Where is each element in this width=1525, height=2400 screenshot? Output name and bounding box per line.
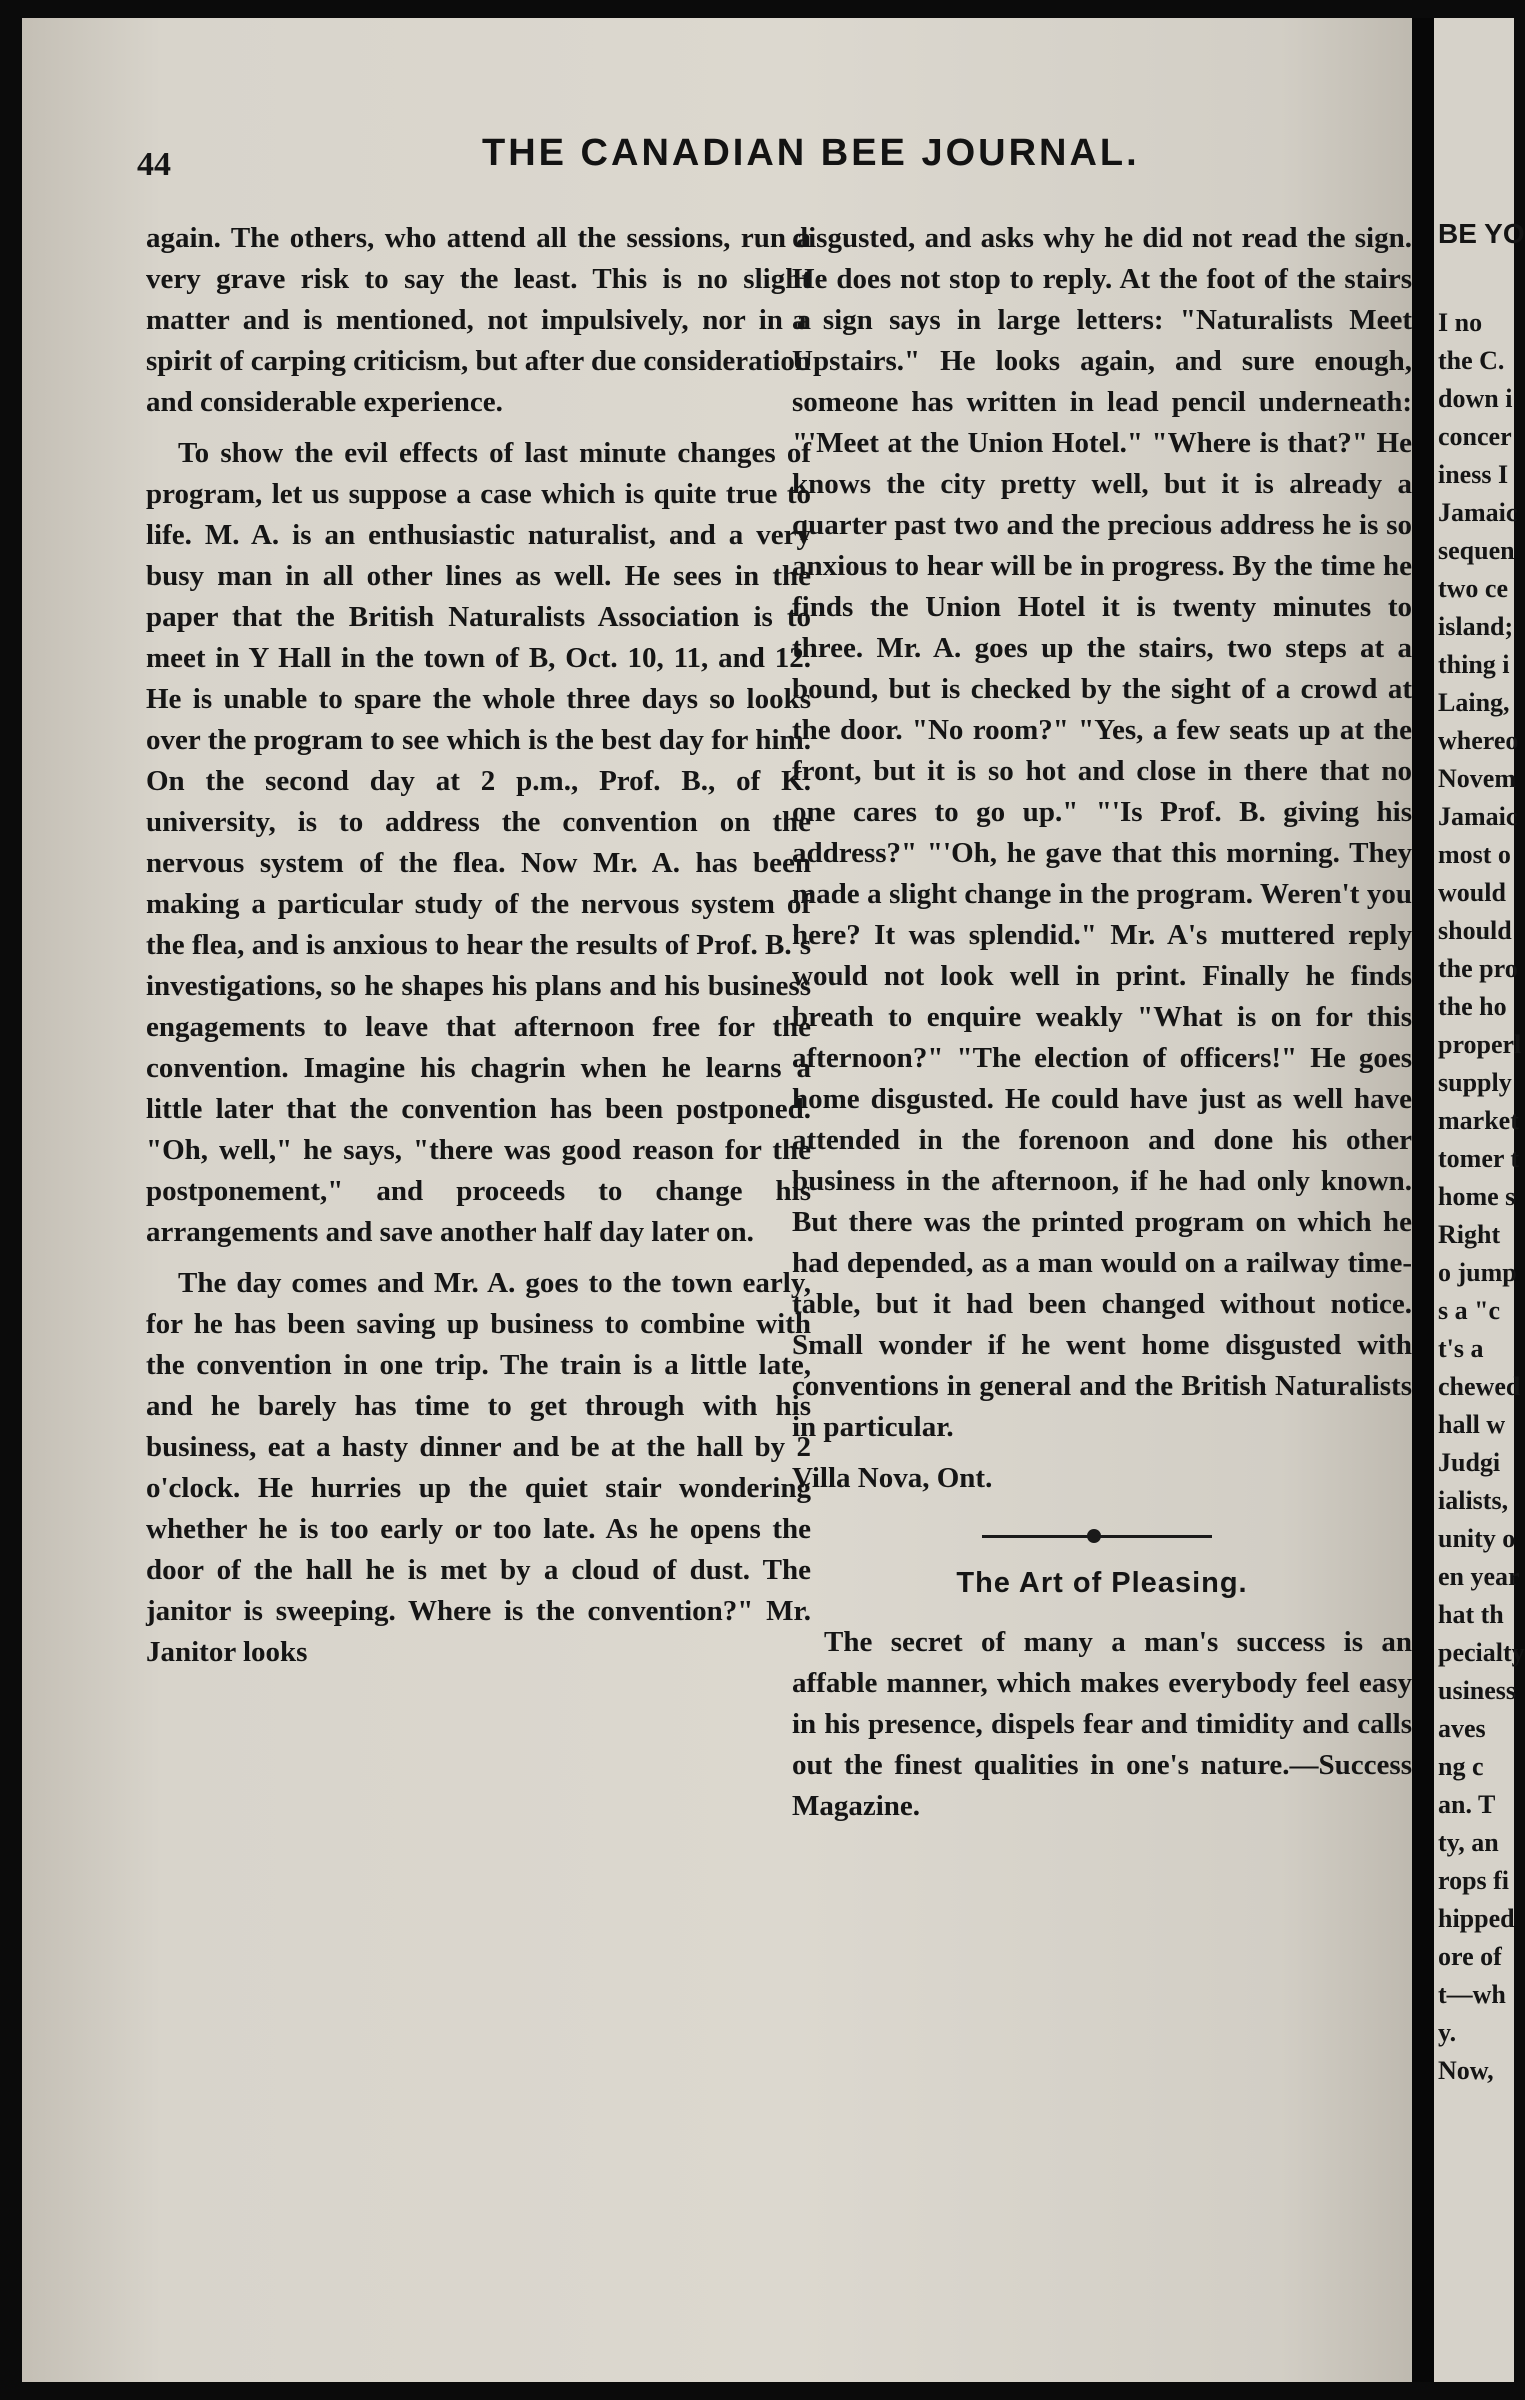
adjacent-line: pecialty xyxy=(1438,1638,1525,1667)
paragraph: The secret of many a man's success is an affable manner, which makes everybody feel easy in his presence, dispels fear and timidity and calls out the finest qualities in one's nature.—Success Magazine. xyxy=(792,1626,1412,1822)
adjacent-line: iness I xyxy=(1438,460,1509,489)
adjacent-page-fragment xyxy=(1434,18,1525,2382)
adjacent-line: should xyxy=(1438,916,1512,945)
adjacent-line: thing i xyxy=(1438,650,1510,679)
page-number: 44 xyxy=(137,146,171,183)
adjacent-line: supply xyxy=(1438,1068,1512,1097)
adjacent-line: island; xyxy=(1438,612,1514,641)
adjacent-line: tomer t xyxy=(1438,1144,1520,1173)
adjacent-line: hat th xyxy=(1438,1600,1504,1629)
adjacent-line: t—wh xyxy=(1438,1980,1506,2009)
section-divider xyxy=(792,1509,1412,1559)
adjacent-line: en year xyxy=(1438,1562,1520,1591)
paragraph: The day comes and Mr. A. goes to the town early, for he has been saving up business to combine with the convention in one trip. The train is a little late, and he barely has time to get through with his business, eat a hasty dinner and be at the hall by 2 o'clock. He hurries up the quiet stair wondering whether he is too early or too late. As he opens the door of the hall he is met by a cloud of dust. The janitor is sweeping. Where is the convention?" Mr. Janitor looks xyxy=(146,1267,811,1668)
left-column xyxy=(146,218,811,1683)
adjacent-line: ty, an xyxy=(1438,1828,1499,1857)
journal-page xyxy=(22,18,1420,2382)
adjacent-line: rops fi xyxy=(1438,1866,1510,1895)
adjacent-line: I no xyxy=(1438,308,1483,337)
adjacent-line: down i xyxy=(1438,384,1513,413)
adjacent-line: aves xyxy=(1438,1714,1486,1743)
adjacent-line: sequen xyxy=(1438,536,1515,565)
adjacent-line: Judgi xyxy=(1438,1448,1501,1477)
adjacent-line: market xyxy=(1438,1106,1519,1135)
adjacent-line: o jump xyxy=(1438,1258,1517,1287)
adjacent-heading: BE YO xyxy=(1438,218,1525,249)
adjacent-line: concer xyxy=(1438,422,1512,451)
adjacent-line: Jamaic xyxy=(1438,802,1518,831)
adjacent-line: Right xyxy=(1438,1220,1501,1249)
adjacent-line: home s xyxy=(1438,1182,1516,1211)
paragraph: again. The others, who attend all the sessions, run a very grave risk to say the least. This is no slight matter and is mentioned, not impulsively, nor in a spirit of carping criticism, but after due consideration and considerable experience. xyxy=(146,222,811,418)
signoff: Villa Nova, Ont. xyxy=(792,1462,993,1494)
adjacent-line: ialists, xyxy=(1438,1486,1509,1515)
journal-title: THE CANADIAN BEE JOURNAL. xyxy=(482,132,1140,174)
adjacent-line: whereo xyxy=(1438,726,1519,755)
adjacent-line: the C. xyxy=(1438,346,1505,375)
adjacent-line: two ce xyxy=(1438,574,1509,603)
adjacent-line: most o xyxy=(1438,840,1511,869)
binding-gutter xyxy=(1412,18,1434,2382)
section-title: The Art of Pleasing. xyxy=(956,1567,1248,1599)
adjacent-line: hall w xyxy=(1438,1410,1506,1439)
right-column xyxy=(792,218,1412,1837)
adjacent-line: Jamaic xyxy=(1438,498,1518,527)
adjacent-line: usiness xyxy=(1438,1676,1517,1705)
adjacent-line: Laing, xyxy=(1438,688,1510,717)
adjacent-line: the pro xyxy=(1438,954,1518,983)
adjacent-line: s a "c xyxy=(1438,1296,1501,1325)
paragraph: To show the evil effects of last minute changes of program, let us suppose a case which is quite true to life. M. A. is an enthusiastic naturalist, and a very busy man in all other lines as well. He sees in the paper that the British Naturalists Association is to meet in Y Hall in the town of B, Oct. 10, 11, and 12. He is unable to spare the whole three days so looks over the program to see which is the best day for him. On the second day at 2 p.m., Prof. B., of K. university, is to address the convention on the nervous system of the flea. Now Mr. A. has been making a particular study of the nervous system of the flea, and is anxious to hear the results of Prof. B.'s investigations, so he shapes his plans and his business engagements to leave that afternoon free for the convention. Imagine his chagrin when he learns a little later that the convention has been postponed. "Oh, well," he says, "there was good reason for the postponement," and proceeds to change his arrangements and save another half day later on. xyxy=(146,437,811,1248)
adjacent-line: would xyxy=(1438,878,1506,907)
adjacent-line: hipped xyxy=(1438,1904,1515,1933)
adjacent-line: t's a xyxy=(1438,1334,1484,1363)
scanned-page xyxy=(22,18,1525,2382)
adjacent-line: an. T xyxy=(1438,1790,1496,1819)
paragraph: disgusted, and asks why he did not read the sign. He does not stop to reply. At the foot of the stairs a sign says in large letters: "Naturalists Meet Upstairs." He looks again, and sure enough, someone has written in lead pencil underneath: "'Meet at the Union Hotel." "Where is that?" He knows the city pretty well, but it is already a quarter past two and the precious address he is so anxious to hear will be in progress. By the time he finds the Union Hotel it is twenty minutes to three. Mr. A. goes up the stairs, two steps at a bound, but is checked by the sight of a crowd at the door. "No room?" "Yes, a few seats up at the front, but it is so hot and close in there that no one cares to go up." "'Is Prof. B. giving his address?" "'Oh, he gave that this morning. They made a slight change in the program. Weren't you here? It was splendid." Mr. A's muttered reply would not look well in print. Finally he finds breath to enquire weakly "What is on for this afternoon?" "The election of officers!" He goes home disgusted. He could have just as well have attended in the forenoon and done his other business in the afternoon, if he had only known. But there was the printed program on which he had depended, as a man would on a railway time-table, but it had been changed without notice. Small wonder if he went home disgusted with conventions in general and the British Naturalists in particular. xyxy=(792,222,1412,1443)
adjacent-line: unity o xyxy=(1438,1524,1516,1553)
adjacent-line: the ho xyxy=(1438,992,1507,1021)
adjacent-line: y. xyxy=(1438,2018,1457,2047)
adjacent-line: ore of xyxy=(1438,1942,1502,1971)
adjacent-line: ng c xyxy=(1438,1752,1484,1781)
adjacent-line: properl xyxy=(1438,1030,1522,1059)
adjacent-line: Now, xyxy=(1438,2056,1494,2085)
adjacent-line: Novem xyxy=(1438,764,1516,793)
adjacent-line: chewed xyxy=(1438,1372,1521,1401)
divider-dot xyxy=(1087,1529,1101,1543)
